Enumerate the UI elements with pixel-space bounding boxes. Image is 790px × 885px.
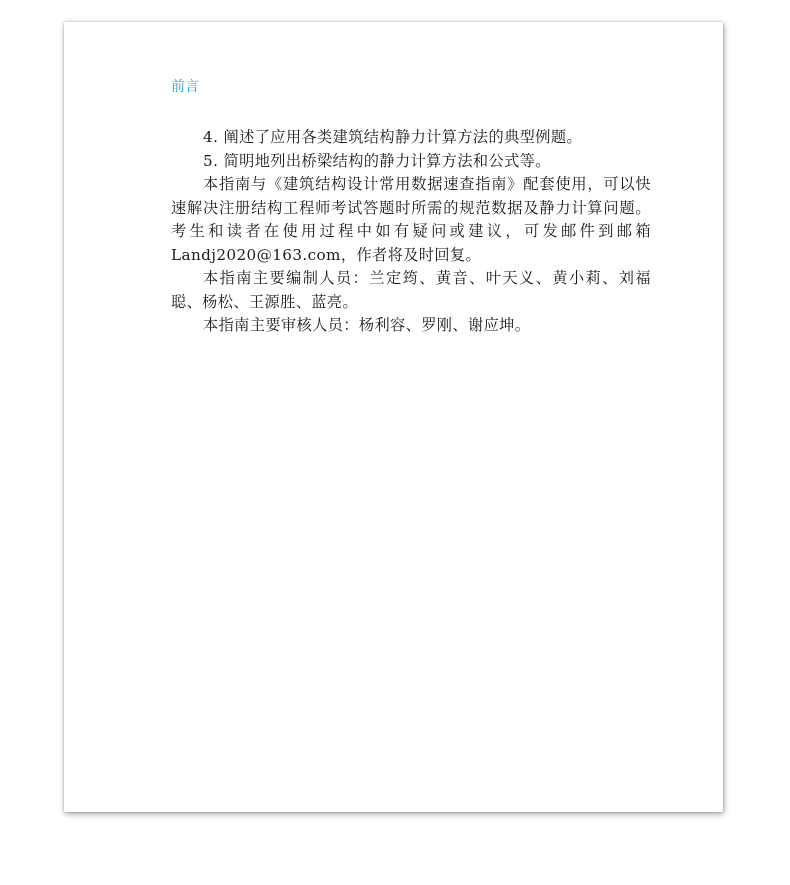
body-text (171, 126, 651, 338)
paragraph-usage: 本指南与《建筑结构设计常用数据速查指南》配套使用，可以快速解决注册结构工程师考试答题时所需的规范数据及静力计算问题。考生和读者在使用过程中如有疑问或建议，可发邮件到邮箱 Landj2020@163.com，作者将及时回复。 (171, 175, 651, 264)
paragraph-editors: 本指南主要编制人员：兰定筠、黄音、叶天义、黄小莉、刘福聪、杨松、王源胜、蓝亮。 (171, 269, 651, 311)
document-page (64, 22, 723, 812)
running-header: 前言 (171, 79, 199, 95)
paragraph-item-4: 4. 阐述了应用各类建筑结构静力计算方法的典型例题。 (203, 128, 583, 146)
paragraph-reviewers: 本指南主要审核人员：杨利容、罗刚、谢应坤。 (203, 316, 531, 334)
paragraph-item-5: 5. 简明地列出桥梁结构的静力计算方法和公式等。 (203, 151, 551, 170)
